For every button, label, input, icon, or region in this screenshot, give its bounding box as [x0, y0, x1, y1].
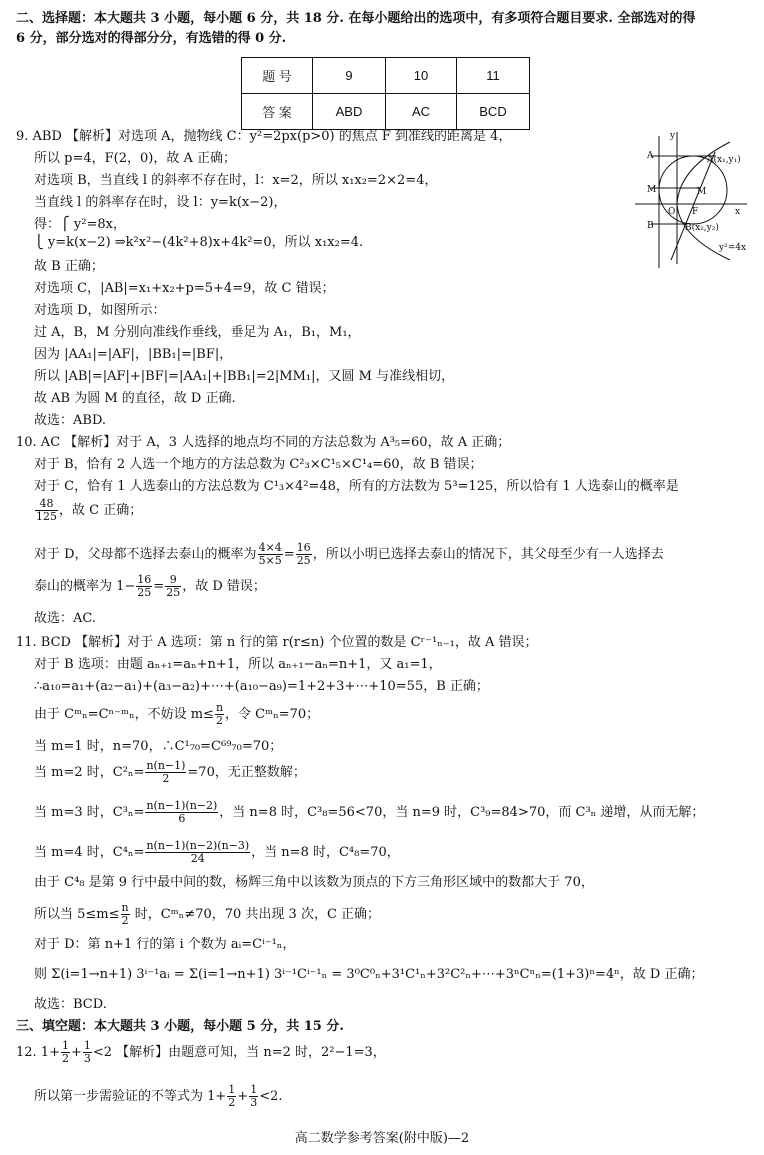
q10-line: 对于 B，恰有 2 人选一个地方的方法总数为 C²₃×C¹₅×C¹₄=60，故 B 错误；	[34, 457, 483, 472]
fraction: $\frac{n(n-1)(n-2)}{6}$	[146, 799, 218, 825]
label-y: y	[670, 131, 676, 141]
section2-header-line1: 二、选择题：本大题共 3 小题，每小题 6 分，共 18 分. 在每小题给出的选项中，有多项符合题目要求. 全部选对的得	[16, 11, 696, 26]
q10-line: 10. AC 【解析】对于 A，3 人选择的地点均不同的方法总数为 A³₅=60，故 A 正确；	[16, 435, 511, 450]
fraction: $\frac{1}{2}$	[61, 1039, 69, 1065]
label-A1: A	[647, 151, 654, 161]
q9-line: 当直线 l 的斜率存在时，设 l：y=k(x−2)，	[34, 195, 287, 210]
q9-line: 故 B 正确；	[34, 259, 104, 274]
answer-table	[241, 57, 530, 130]
section3-header: 三、填空题：本大题共 3 小题，每小题 5 分，共 15 分.	[16, 1019, 344, 1034]
table-cell: 10	[386, 58, 457, 94]
table-cell: AC	[386, 94, 457, 130]
label-F: F	[692, 207, 699, 217]
q11-line: 由于 Cᵐₙ=Cⁿ⁻ᵐₙ，不妨设 m≤ $\frac{n}{2}$ ，令 Cᵐₙ=70；	[34, 701, 320, 727]
section2-header-line2: 6 分，部分选对的得部分分，有选错的得 0 分.	[16, 31, 287, 46]
q11-line: 所以当 5≤m≤ $\frac{n}{2}$ 时，Cᵐₙ≠70，70 共出现 3 次，C 正确；	[34, 901, 381, 927]
q9-line: 所以 |AB|=|AF|+|BF|=|AA₁|+|BB₁|=2|MM₁|，又圆 M 与准线相切，	[34, 369, 455, 384]
label-M: M	[697, 187, 707, 197]
q10-line: 对于 C，恰有 1 人选泰山的方法总数为 C¹₃×4²=48，所有的方法数为 5³=125，所以恰有 1 人选泰山的概率是	[34, 479, 679, 494]
fraction: $\frac{1}{3}$	[250, 1083, 258, 1109]
q9-system-line2: ⎩ y=k(x−2) ⇒k²x²−(4k²+8)x+4k²=0，所以 x₁x₂=4.	[34, 235, 364, 250]
q9-line: 对选项 B，当直线 l 的斜率不存在时，l：x=2，所以 x₁x₂=2×2=4，	[34, 173, 438, 188]
q10-line: $\frac{48}{125}$ ，故 C 正确；	[36, 497, 143, 523]
label-M1: M	[647, 185, 657, 195]
fraction: $\frac{n}{2}$	[121, 901, 129, 927]
table-cell: 11	[457, 58, 530, 94]
fraction: $\frac{n}{2}$	[215, 701, 224, 727]
table-cell: BCD	[457, 94, 530, 130]
fraction: $\frac{1}{3}$	[83, 1039, 91, 1065]
q11-line: 当 m=4 时，C⁴ₙ= $\frac{n(n-1)(n-2)(n-3)}{24}$ ，当 n=8 时，C⁴₈=70，	[34, 839, 400, 865]
fraction: $\frac{1}{2}$	[228, 1083, 236, 1109]
table-cell: 答 案	[242, 94, 313, 130]
q11-line: 由于 C⁴₈ 是第 9 行中最中间的数，杨辉三角中以该数为顶点的下方三角形区域中的数都大于 70，	[34, 875, 594, 890]
fraction: $\frac{16}{25}$	[137, 573, 152, 599]
q10-line: 泰山的概率为 1− $\frac{16}{25}$ = $\frac{9}{25}$ ，故 D 错误；	[34, 573, 266, 599]
page-footer: 高二数学参考答案(附中版)—2	[294, 1131, 470, 1146]
q9-line: 对选项 D，如图所示：	[34, 303, 166, 318]
fraction: $\frac{4\times 4}{5\times 5}$	[258, 541, 282, 567]
fraction: $\frac{48}{125}$	[36, 497, 57, 523]
fraction: $\frac{n(n-1)(n-2)(n-3)}{24}$	[146, 839, 250, 865]
label-curve: y²=4x	[719, 243, 747, 253]
q11-line: ∴a₁₀=a₁+(a₂−a₁)+(a₃−a₂)+⋯+(a₁₀−a₉)=1+2+3+⋯+10=55，B 正确；	[34, 679, 489, 694]
fraction: $\frac{16}{25}$	[296, 541, 311, 567]
label-B1: B	[647, 221, 654, 231]
q11-line: 当 m=1 时，n=70，∴C¹₇₀=C⁶⁹₇₀=70；	[34, 739, 283, 754]
table-cell: 题 号	[242, 58, 313, 94]
label-B-point: B(x₂,y₂)	[685, 223, 719, 233]
q11-line: 当 m=2 时，C²ₙ= $\frac{n(n-1)}{2}$ =70，无正整数解；	[34, 759, 306, 785]
table-row	[242, 94, 530, 130]
q11-line: 对于 D：第 n+1 行的第 i 个数为 aᵢ=Cⁱ⁻¹ₙ，	[34, 937, 296, 952]
q9-line: 所以 p=4，F(2，0)，故 A 正确；	[34, 151, 236, 166]
q10-line: 对于 D，父母都不选择去泰山的概率为 $\frac{4\times 4}{5\times 5}$ = $\frac{16}{25}$ ，所以小明已选择去泰山的情况下，其父母至少有一人选择去	[34, 541, 664, 567]
fraction: $\frac{n(n-1)}{2}$	[146, 759, 186, 785]
q10-line: 故选：AC.	[34, 611, 97, 626]
table-cell: 9	[313, 58, 386, 94]
q11-line: 故选：BCD.	[34, 997, 107, 1012]
label-O: O	[668, 207, 676, 217]
q9-system-line1: 得：⎧ y²=8x，	[34, 217, 126, 232]
label-x: x	[735, 207, 741, 217]
q9-line: 故 AB 为圆 M 的直径，故 D 正确.	[34, 391, 236, 406]
label-A-point: A(x₁,y₁)	[707, 155, 741, 165]
q12-line: 12. 1+ $\frac{1}{2}$ + $\frac{1}{3}$ <2 【解析】由题意可知，当 n=2 时，2²−1=3，	[16, 1039, 386, 1065]
q11-line: 11. BCD 【解析】对于 A 选项：第 n 行的第 r(r≤n) 个位置的数是 Cʳ⁻¹ₙ₋₁，故 A 错误；	[16, 635, 538, 650]
q9-line: 9. ABD 【解析】对选项 A，抛物线 C：y²=2px(p>0) 的焦点 F 到准线的距离是 4，	[16, 129, 512, 144]
table-cell: ABD	[313, 94, 386, 130]
q9-line: 因为 |AA₁|=|AF|，|BB₁|=|BF|，	[34, 347, 233, 362]
q9-line: 对选项 C，|AB|=x₁+x₂+p=5+4=9，故 C 错误；	[34, 281, 335, 296]
fraction: $\frac{9}{25}$	[166, 573, 181, 599]
q11-sum-line: 则 Σ(i=1→n+1) 3ⁱ⁻¹aᵢ = Σ(i=1→n+1) 3ⁱ⁻¹Cⁱ⁻¹ₙ = 3⁰C⁰ₙ+3¹C¹ₙ+3²C²ₙ+⋯+3ⁿCⁿₙ=(1+3)ⁿ=4ⁿ，故 D 正确；	[34, 967, 704, 982]
parabola-figure	[635, 128, 755, 268]
q12-line: 所以第一步需验证的不等式为 1+ $\frac{1}{2}$ + $\frac{1}{3}$ <2.	[34, 1083, 283, 1109]
table-row	[242, 58, 530, 94]
q11-line: 当 m=3 时，C³ₙ= $\frac{n(n-1)(n-2)}{6}$ ，当 n=8 时，C³₈=56<70，当 n=9 时，C³₉=84>70，而 C³ₙ 递增，从而无解；	[34, 799, 705, 825]
q9-line: 故选：ABD.	[34, 413, 107, 428]
q9-line: 过 A，B，M 分别向准线作垂线，垂足为 A₁，B₁，M₁，	[34, 325, 361, 340]
q11-line: 对于 B 选项：由题 aₙ₊₁=aₙ+n+1，所以 aₙ₊₁−aₙ=n+1，又 a₁=1，	[34, 657, 442, 672]
